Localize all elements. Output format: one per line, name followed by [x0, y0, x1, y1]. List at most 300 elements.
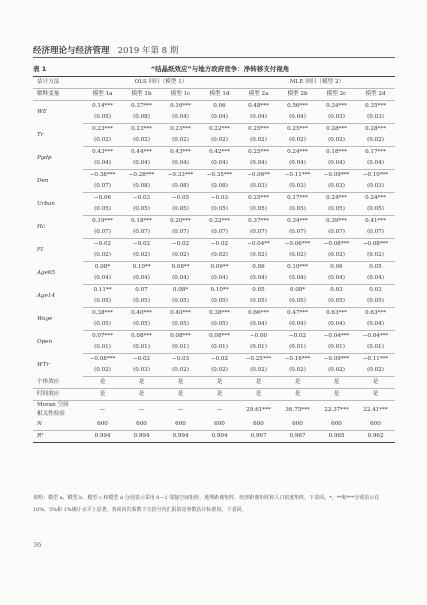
coef-cell: −0.06***: [284, 241, 311, 247]
se-cell: (0.04): [356, 158, 395, 170]
coef-cell: 0.20***: [170, 218, 191, 224]
coef-cell: −0.00: [249, 333, 268, 339]
journal-header: [33, 44, 178, 56]
se-cell: (0.08): [122, 181, 161, 193]
row-variable-name: Open: [37, 338, 53, 345]
se-cell: (0.03): [356, 181, 395, 193]
se-cell: (0.02): [161, 365, 200, 377]
coef-cell: 0.63***: [326, 310, 347, 316]
n-cell: 600: [278, 419, 317, 431]
coef-cell: 0.03: [330, 287, 343, 293]
coef-cell: 0.42***: [209, 149, 230, 155]
r2-cell: 0.962: [356, 431, 395, 443]
individual_effect-cell: 是: [278, 377, 317, 389]
coef-cell: 0.17***: [365, 149, 386, 155]
coef-cell: 0.23***: [170, 126, 191, 132]
se-cell: (0.07): [122, 227, 161, 239]
se-cell: (0.05): [239, 296, 278, 308]
se-cell: (0.05): [317, 204, 356, 216]
se-cell: (0.02): [200, 135, 239, 147]
time_effect-cell: 是: [122, 389, 161, 401]
header-row-method: [33, 77, 395, 89]
se-cell: (0.04): [83, 158, 122, 170]
coef-row: [33, 124, 395, 136]
coef-cell: 0.09**: [210, 264, 229, 270]
individual_effect-cell: 是: [239, 377, 278, 389]
coef-cell: 0.05: [369, 264, 382, 270]
moran-cell: —: [177, 406, 184, 413]
se-row: [33, 273, 395, 285]
se-cell: (0.02): [83, 365, 122, 377]
se-cell: (0.04): [278, 158, 317, 170]
n-cell: 600: [161, 419, 200, 431]
coef-cell: 0.08*: [94, 264, 111, 270]
se-row: [33, 365, 395, 377]
table-notes: 说明：模型 a、模型 b、模型 c 和模型 d 分别表示采用 0—1 邻接空间矩阵、地理距离矩阵、经济距离矩阵和人口密度矩阵，下表同。*、**和***分别表示在 10%、5%和 1%统计水平上显著，各项回归系数下方括号内汇报的是参数估计标准误，下表同。: [33, 495, 380, 513]
coef-row: [33, 262, 395, 274]
moran-cell: 22.41***: [363, 406, 388, 413]
se-cell: (0.01): [278, 342, 317, 354]
page-number: 36: [33, 541, 42, 549]
se-cell: (0.07): [200, 227, 239, 239]
time_effect-cell: 是: [200, 389, 239, 401]
header-rule: [33, 57, 395, 58]
coef-cell: −0.04***: [362, 333, 389, 339]
se-cell: (0.05): [161, 319, 200, 331]
time_effect-cell: 是: [278, 389, 317, 401]
coef-cell: 0.10**: [210, 287, 229, 293]
se-row: [33, 135, 395, 147]
coef-cell: 0.18***: [131, 218, 152, 224]
se-cell: (0.02): [161, 250, 200, 262]
header-row-models: [33, 89, 395, 101]
se-cell: (0.05): [278, 204, 317, 216]
se-cell: (0.01): [356, 342, 395, 354]
coef-cell: −0.33***: [167, 172, 194, 178]
row-variable-name: Age65: [37, 269, 56, 276]
n-cell: 600: [239, 419, 278, 431]
se-cell: (0.03): [239, 181, 278, 193]
row-variable-name: WE: [37, 108, 47, 115]
table-label: 表 1: [33, 65, 47, 73]
se-cell: (0.04): [278, 273, 317, 285]
coef-cell: 0.10***: [287, 264, 308, 270]
n-cell: 600: [83, 419, 122, 431]
individual_effect-cell: 是: [317, 377, 356, 389]
se-cell: (0.03): [317, 112, 356, 124]
coef-cell: −0.02: [288, 333, 307, 339]
se-cell: (0.04): [161, 158, 200, 170]
coef-cell: −0.05: [171, 195, 190, 201]
se-cell: (0.03): [122, 365, 161, 377]
regression-table: [33, 76, 395, 443]
coef-row: [33, 101, 395, 113]
coef-cell: −0.09***: [323, 172, 350, 178]
se-cell: (0.04): [83, 273, 122, 285]
coef-cell: −0.03: [210, 195, 229, 201]
coef-cell: −0.08***: [89, 356, 116, 362]
moran-label-line1: Moran 空间: [37, 402, 69, 408]
coef-cell: 0.28***: [365, 126, 386, 132]
se-cell: (0.05): [83, 319, 122, 331]
se-cell: (0.03): [317, 181, 356, 193]
se-cell: (0.04): [200, 112, 239, 124]
se-cell: (0.07): [161, 227, 200, 239]
row-variable-name: Hc: [37, 223, 46, 230]
coef-row: [33, 331, 395, 343]
coef-cell: 0.25***: [287, 126, 308, 132]
individual_effect-row: [33, 377, 395, 389]
coef-row: [33, 216, 395, 228]
se-cell: (0.02): [356, 250, 395, 262]
n-cell: 600: [122, 419, 161, 431]
se-cell: (0.05): [122, 319, 161, 331]
model-header-1: 模型 1b: [122, 89, 161, 101]
coef-cell: 0.06: [330, 264, 343, 270]
coef-cell: −0.04***: [323, 333, 350, 339]
time_effect-cell: 是: [356, 389, 395, 401]
se-cell: (0.02): [278, 365, 317, 377]
se-cell: (0.02): [83, 135, 122, 147]
time_effect-cell: 是: [83, 389, 122, 401]
coef-cell: −0.09***: [323, 356, 350, 362]
coef-cell: −0.11***: [362, 356, 389, 362]
coef-cell: 0.28***: [326, 126, 347, 132]
se-cell: (0.02): [239, 365, 278, 377]
coef-cell: 0.63***: [365, 310, 386, 316]
se-cell: (0.05): [200, 296, 239, 308]
row-variable-name: Urban: [37, 200, 55, 207]
moran-cell: 22.37***: [324, 406, 349, 413]
se-cell: (0.02): [239, 135, 278, 147]
se-cell: (0.07): [278, 227, 317, 239]
individual_effect-cell: 是: [83, 377, 122, 389]
coef-cell: −0.10***: [362, 172, 389, 178]
coef-cell: 0.34***: [287, 218, 308, 224]
se-row: [33, 250, 395, 262]
se-cell: (0.05): [200, 319, 239, 331]
coef-cell: −0.11***: [284, 172, 311, 178]
coef-row: [33, 354, 395, 366]
coef-row: [33, 147, 395, 159]
coef-cell: 0.37***: [248, 218, 269, 224]
se-cell: (0.04): [239, 319, 278, 331]
coef-cell: 0.06: [213, 103, 226, 109]
se-cell: (0.01): [239, 342, 278, 354]
n-label: N: [33, 419, 83, 431]
se-cell: (0.04): [239, 158, 278, 170]
coef-cell: −0.02: [210, 356, 229, 362]
coef-cell: 0.40***: [131, 310, 152, 316]
se-row: [33, 181, 395, 193]
coef-cell: 0.14***: [92, 103, 113, 109]
se-cell: (0.05): [356, 204, 395, 216]
se-cell: (0.02): [83, 250, 122, 262]
se-cell: (0.05): [239, 204, 278, 216]
coef-cell: −0.28***: [128, 172, 155, 178]
time_effect-cell: 是: [239, 389, 278, 401]
se-cell: (0.02): [122, 250, 161, 262]
se-cell: (0.02): [356, 365, 395, 377]
coef-cell: 0.25***: [248, 195, 269, 201]
coef-cell: −0.06: [93, 195, 112, 201]
coef-cell: 0.08*: [172, 287, 189, 293]
individual_effect-cell: 是: [200, 377, 239, 389]
se-cell: (0.04): [122, 273, 161, 285]
se-cell: (0.04): [317, 319, 356, 331]
se-cell: (0.02): [278, 135, 317, 147]
se-cell: (0.07): [83, 181, 122, 193]
se-row: [33, 227, 395, 239]
coef-cell: 0.40***: [170, 310, 191, 316]
coef-cell: −0.02: [93, 241, 112, 247]
time_effect-label: 时间效应: [33, 389, 83, 401]
coef-cell: 0.08***: [209, 333, 230, 339]
model-header-2: 模型 1c: [161, 89, 200, 101]
moran-cell: 29.61***: [246, 406, 271, 413]
se-cell: (0.04): [239, 112, 278, 124]
se-cell: (0.08): [122, 112, 161, 124]
coef-cell: 0.08**: [171, 264, 190, 270]
se-cell: (0.05): [122, 204, 161, 216]
coef-cell: 0.06: [252, 264, 265, 270]
coef-cell: 0.22***: [209, 218, 230, 224]
se-cell: (0.05): [122, 296, 161, 308]
n-cell: 600: [317, 419, 356, 431]
table-title: “结晶纸效应”与地方政府竞争：净转移支付视角: [150, 65, 290, 73]
row-variable-name: Age14: [37, 292, 56, 299]
coef-cell: 0.56***: [287, 103, 308, 109]
coef-cell: 0.22***: [209, 126, 230, 132]
moran-cell: —: [138, 406, 145, 413]
se-cell: (0.04): [161, 273, 200, 285]
variable-label: 解释变量: [33, 89, 83, 101]
coef-cell: 0.37***: [131, 103, 152, 109]
individual_effect-cell: 是: [122, 377, 161, 389]
se-cell: (0.05): [83, 296, 122, 308]
se-cell: (0.04): [278, 112, 317, 124]
coef-cell: 0.25***: [248, 126, 269, 132]
model-header-5: 模型 2b: [278, 89, 317, 101]
model-header-4: 模型 2a: [239, 89, 278, 101]
coef-cell: 0.08*: [289, 287, 306, 293]
row-variable-name: FI: [37, 246, 44, 253]
se-cell: (0.04): [200, 158, 239, 170]
se-cell: (0.03): [356, 112, 395, 124]
coef-row: [33, 193, 395, 205]
se-cell: (0.01): [200, 342, 239, 354]
se-cell: (0.05): [200, 204, 239, 216]
mle-group-header: MLE 回归（模型 2）: [239, 77, 395, 89]
coef-cell: 0.03: [369, 287, 382, 293]
coef-cell: 0.16***: [170, 103, 191, 109]
moran-cell: —: [216, 406, 223, 413]
coef-cell: 0.11**: [93, 287, 112, 293]
coef-cell: −0.06**: [247, 172, 270, 178]
coef-cell: 0.08***: [170, 333, 191, 339]
coef-cell: 0.43***: [170, 149, 191, 155]
se-cell: (0.04): [161, 112, 200, 124]
model-header-7: 模型 2d: [356, 89, 395, 101]
se-cell: (0.07): [317, 227, 356, 239]
r2-cell: 0.994: [122, 431, 161, 443]
se-cell: (0.04): [356, 273, 395, 285]
coef-cell: 0.34***: [326, 103, 347, 109]
row-variable-name: Pgdp: [37, 154, 52, 161]
se-cell: (0.04): [317, 273, 356, 285]
se-cell: (0.01): [317, 342, 356, 354]
coef-cell: 0.19***: [92, 218, 113, 224]
coef-cell: 0.24***: [326, 195, 347, 201]
coef-cell: 0.25***: [248, 149, 269, 155]
row-variable-name: Den: [37, 177, 49, 184]
se-cell: (0.02): [317, 135, 356, 147]
se-cell: (0.04): [122, 158, 161, 170]
coef-cell: 0.48***: [248, 103, 269, 109]
moran-cell: 36.75***: [285, 406, 310, 413]
se-cell: (0.05): [161, 204, 200, 216]
moran-label: [33, 401, 83, 420]
se-row: [33, 342, 395, 354]
coef-cell: −0.03: [171, 356, 190, 362]
se-row: [33, 296, 395, 308]
se-cell: (0.02): [122, 135, 161, 147]
coef-cell: −0.35***: [206, 172, 233, 178]
individual_effect-cell: 是: [161, 377, 200, 389]
se-cell: (0.04): [317, 158, 356, 170]
coef-cell: −0.02: [171, 241, 190, 247]
time_effect-cell: 是: [317, 389, 356, 401]
model-header-0: 模型 1a: [83, 89, 122, 101]
se-cell: (0.04): [278, 319, 317, 331]
se-cell: (0.03): [278, 181, 317, 193]
coef-cell: −0.08***: [362, 241, 389, 247]
coef-cell: −0.38***: [89, 172, 116, 178]
se-cell: (0.02): [200, 365, 239, 377]
coef-cell: 0.24***: [365, 195, 386, 201]
se-row: [33, 158, 395, 170]
coef-cell: 0.38***: [92, 310, 113, 316]
r2-label: R²: [33, 431, 83, 443]
r2-cell: 0.994: [161, 431, 200, 443]
n-row: [33, 419, 395, 431]
coef-cell: 0.39***: [326, 218, 347, 224]
time_effect-row: [33, 389, 395, 401]
se-cell: (0.05): [83, 204, 122, 216]
se-cell: (0.05): [161, 296, 200, 308]
coef-cell: −0.03: [132, 195, 151, 201]
coef-cell: 0.24***: [287, 149, 308, 155]
row-variable-name: Wage: [37, 315, 53, 322]
r2-cell: 0.994: [83, 431, 122, 443]
ols-group-header: OLS 回归（模型 1）: [83, 77, 239, 89]
se-cell: (0.04): [200, 273, 239, 285]
moran-label-line2: 相关性检验: [37, 411, 65, 417]
r2-cell: 0.967: [278, 431, 317, 443]
coef-cell: −0.08***: [323, 241, 350, 247]
coef-cell: −0.16***: [284, 356, 311, 362]
journal-title: 经济理论与经济管理: [33, 46, 110, 56]
se-cell: (0.07): [239, 227, 278, 239]
coef-cell: 0.35***: [365, 103, 386, 109]
coef-cell: 0.43***: [92, 149, 113, 155]
coef-cell: −0.25***: [245, 356, 272, 362]
coef-cell: 0.05: [252, 287, 265, 293]
coef-cell: −0.02: [132, 241, 151, 247]
row-variable-name: WTr: [37, 361, 50, 368]
se-cell: (0.01): [122, 342, 161, 354]
row-variable-name: Tr: [37, 131, 44, 138]
coef-cell: 0.10**: [132, 264, 151, 270]
se-row: [33, 204, 395, 216]
method-label: 估计方法: [33, 77, 83, 89]
coef-cell: 0.38***: [209, 310, 230, 316]
n-cell: 600: [356, 419, 395, 431]
se-cell: (0.02): [317, 365, 356, 377]
individual_effect-cell: 是: [356, 377, 395, 389]
se-cell: (0.07): [83, 227, 122, 239]
coef-cell: 0.23***: [92, 126, 113, 132]
coef-cell: 0.08***: [131, 333, 152, 339]
se-cell: (0.02): [200, 250, 239, 262]
se-cell: (0.01): [161, 342, 200, 354]
r2-cell: 0.965: [317, 431, 356, 443]
coef-cell: 0.23***: [131, 126, 152, 132]
r2-cell: 0.994: [200, 431, 239, 443]
coef-cell: 0.47***: [287, 310, 308, 316]
coef-cell: −0.02: [132, 356, 151, 362]
se-cell: (0.01): [83, 342, 122, 354]
se-cell: (0.07): [356, 227, 395, 239]
journal-issue: 2019 年第 8 期: [117, 46, 179, 56]
model-header-3: 模型 1d: [200, 89, 239, 101]
se-cell: (0.04): [239, 273, 278, 285]
coef-cell: 0.07: [135, 287, 148, 293]
coef-row: [33, 285, 395, 297]
se-cell: (0.05): [317, 296, 356, 308]
se-cell: (0.05): [356, 296, 395, 308]
coef-row: [33, 308, 395, 320]
se-cell: (0.05): [83, 112, 122, 124]
r2-row: [33, 431, 395, 443]
coef-cell: 0.41***: [365, 218, 386, 224]
coef-cell: −0.04**: [247, 241, 270, 247]
coef-cell: 0.44***: [131, 149, 152, 155]
se-cell: (0.04): [356, 319, 395, 331]
se-cell: (0.08): [161, 181, 200, 193]
individual_effect-label: 个体效应: [33, 377, 83, 389]
se-cell: (0.05): [278, 296, 317, 308]
se-cell: (0.02): [356, 135, 395, 147]
coef-cell: 0.07***: [92, 333, 113, 339]
n-cell: 600: [200, 419, 239, 431]
coef-cell: 0.18***: [326, 149, 347, 155]
coef-cell: 0.17***: [287, 195, 308, 201]
se-row: [33, 112, 395, 124]
moran-cell: —: [99, 406, 106, 413]
model-header-6: 模型 2c: [317, 89, 356, 101]
se-cell: (0.02): [239, 250, 278, 262]
se-cell: (0.08): [200, 181, 239, 193]
coef-row: [33, 170, 395, 182]
se-row: [33, 319, 395, 331]
se-cell: (0.02): [278, 250, 317, 262]
se-cell: (0.02): [317, 250, 356, 262]
coef-row: [33, 239, 395, 251]
coef-cell: −0.02: [210, 241, 229, 247]
coef-cell: 0.66***: [248, 310, 269, 316]
time_effect-cell: 是: [161, 389, 200, 401]
